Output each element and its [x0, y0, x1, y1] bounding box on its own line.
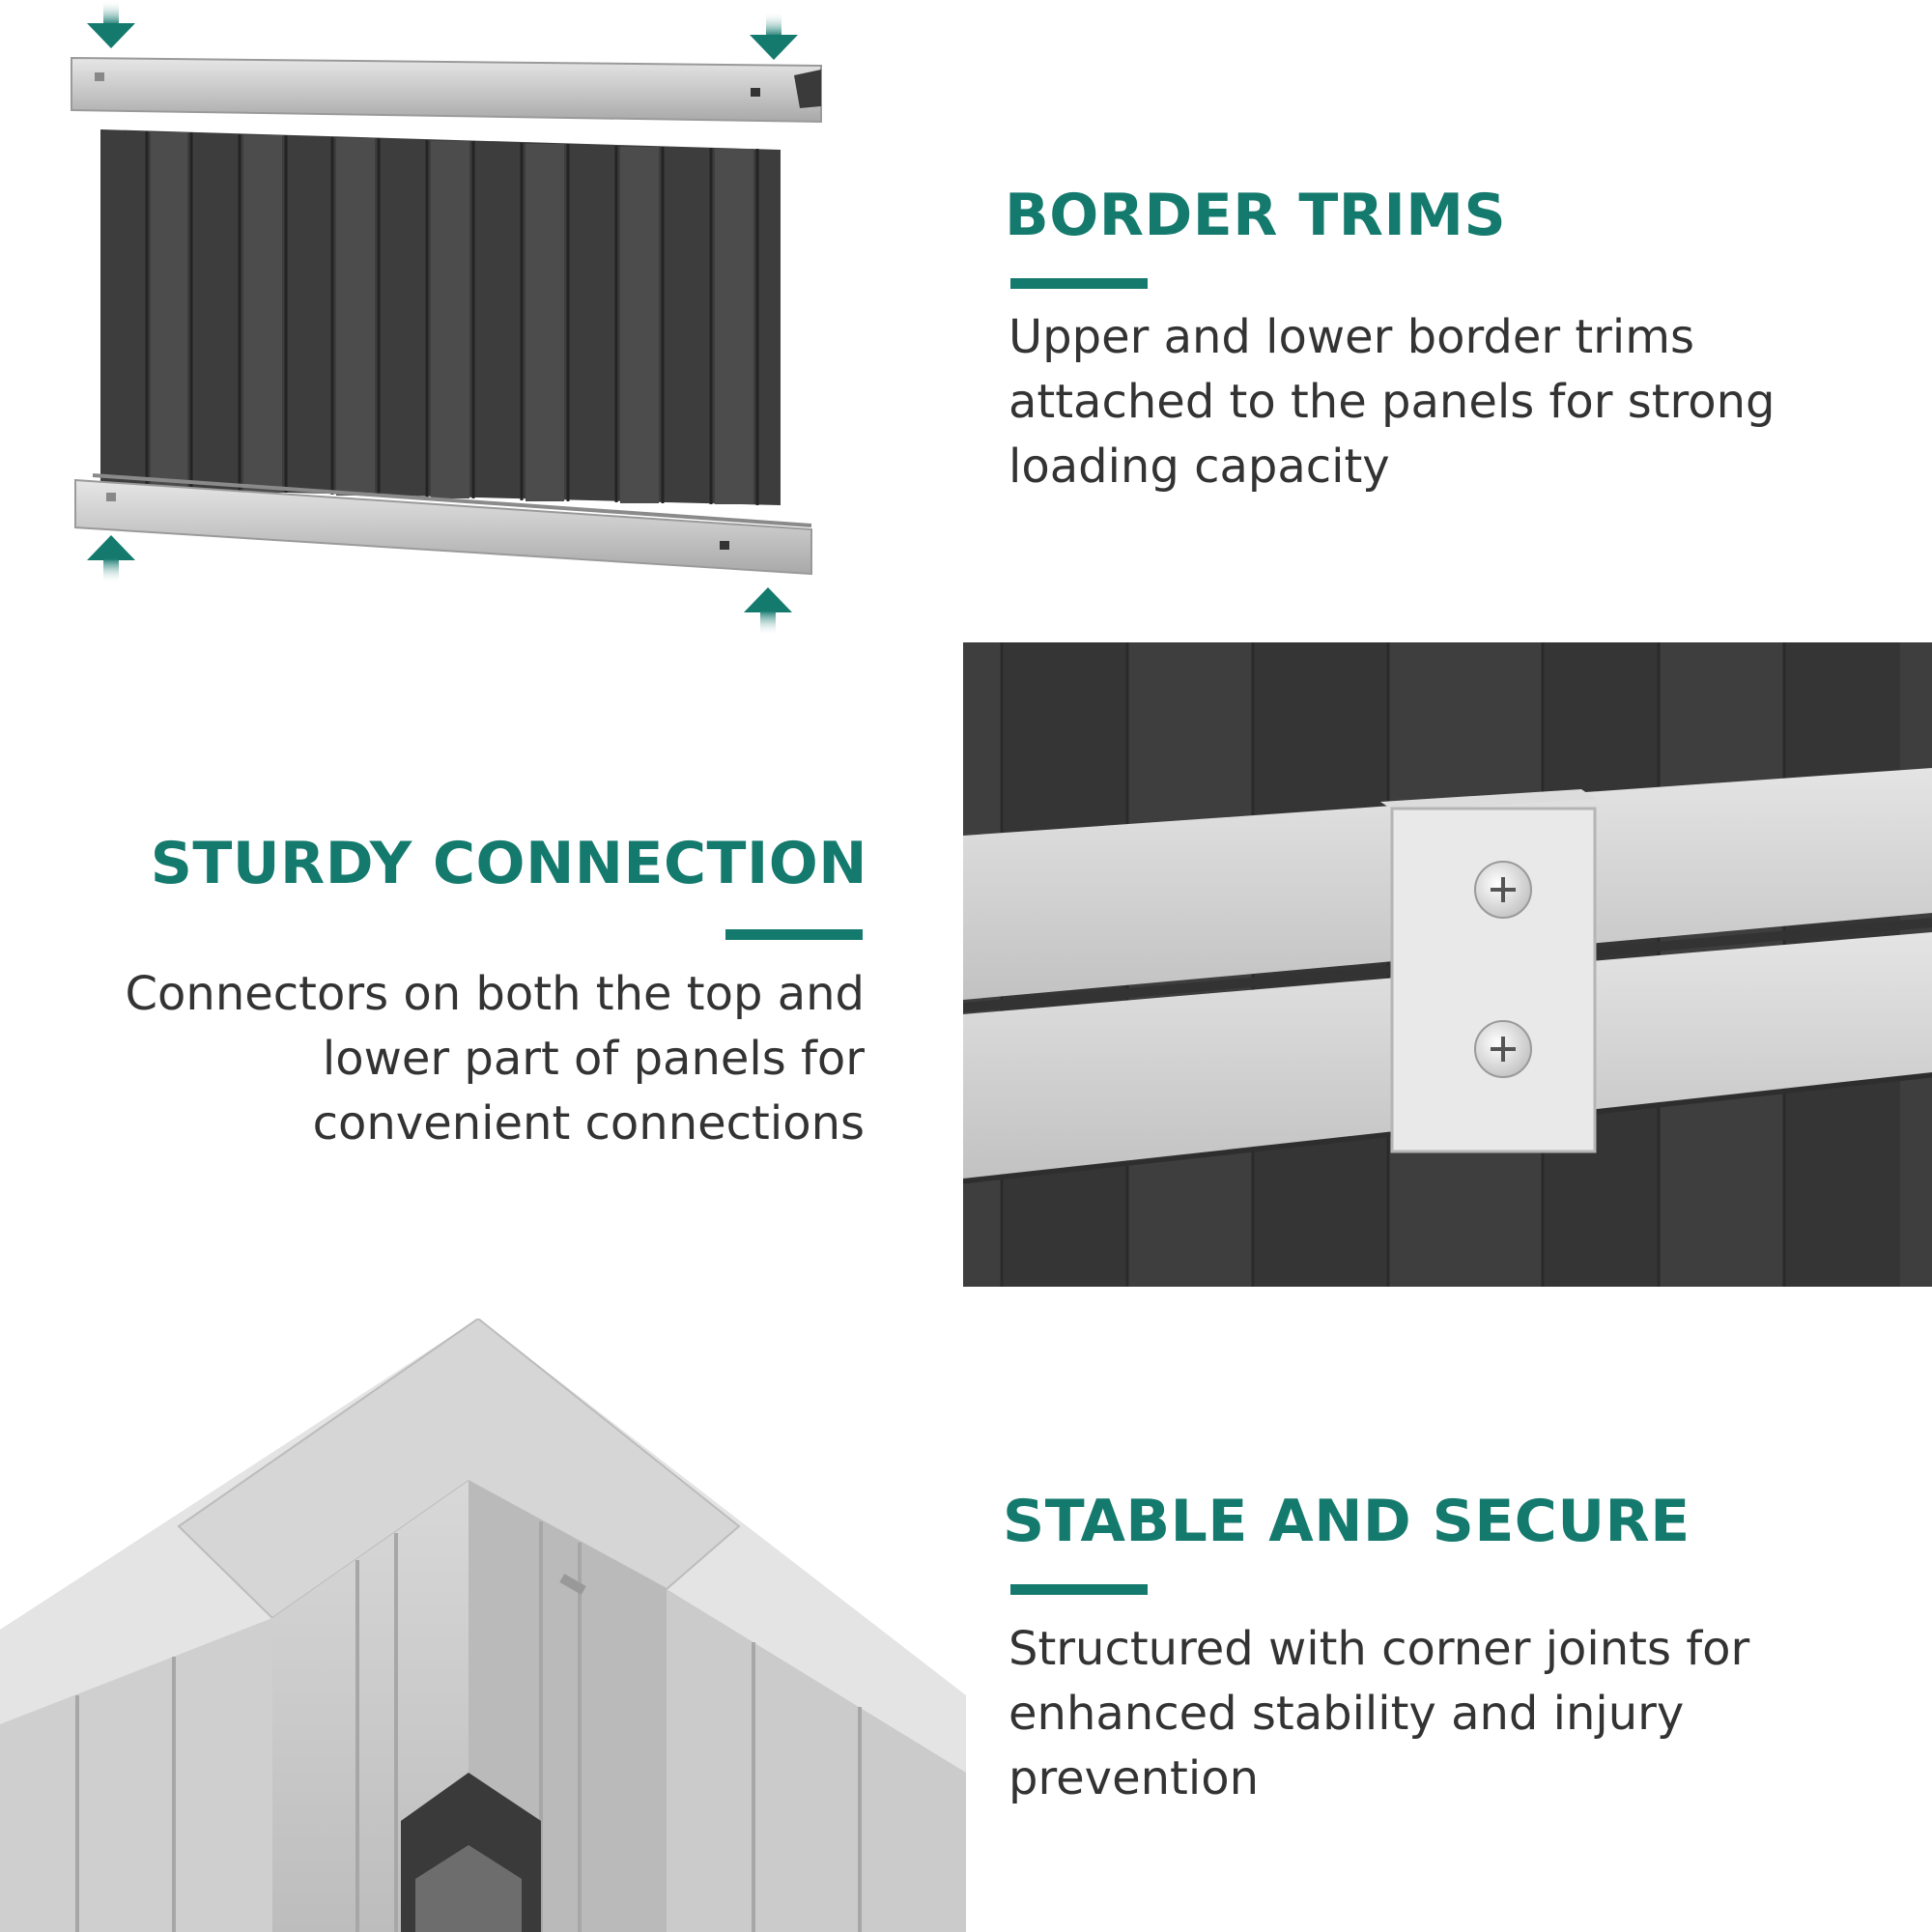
corner-joint-closeup-image [0, 1319, 966, 1932]
border-trims-description: Upper and lower border trims attached to the panels for strong loading capacity [1009, 310, 1776, 494]
stable-and-secure-description: Structured with corner joints for enhanced stability and injury prevention [1009, 1622, 1750, 1805]
heading-underline [1010, 1584, 1148, 1595]
sturdy-connection-heading: STURDY CONNECTION [150, 830, 867, 897]
panel-with-border-trims-image [58, 0, 831, 642]
arrow-down-icon [87, 0, 135, 48]
border-trims-heading: BORDER TRIMS [1005, 182, 1507, 249]
corrugated-panel [100, 129, 781, 505]
heading-underline [1010, 278, 1148, 289]
arrow-up-icon [87, 535, 135, 583]
connector-bracket-closeup-image [963, 642, 1932, 1287]
arrow-up-icon [744, 587, 792, 636]
screw-icon [1475, 862, 1531, 918]
arrow-down-icon [750, 12, 798, 60]
screw-icon [1475, 1021, 1531, 1077]
stable-and-secure-heading: STABLE AND SECURE [1003, 1488, 1690, 1555]
heading-underline [725, 929, 863, 940]
sturdy-connection-description: Connectors on both the top and lower part of panels for convenient connections [125, 967, 865, 1151]
